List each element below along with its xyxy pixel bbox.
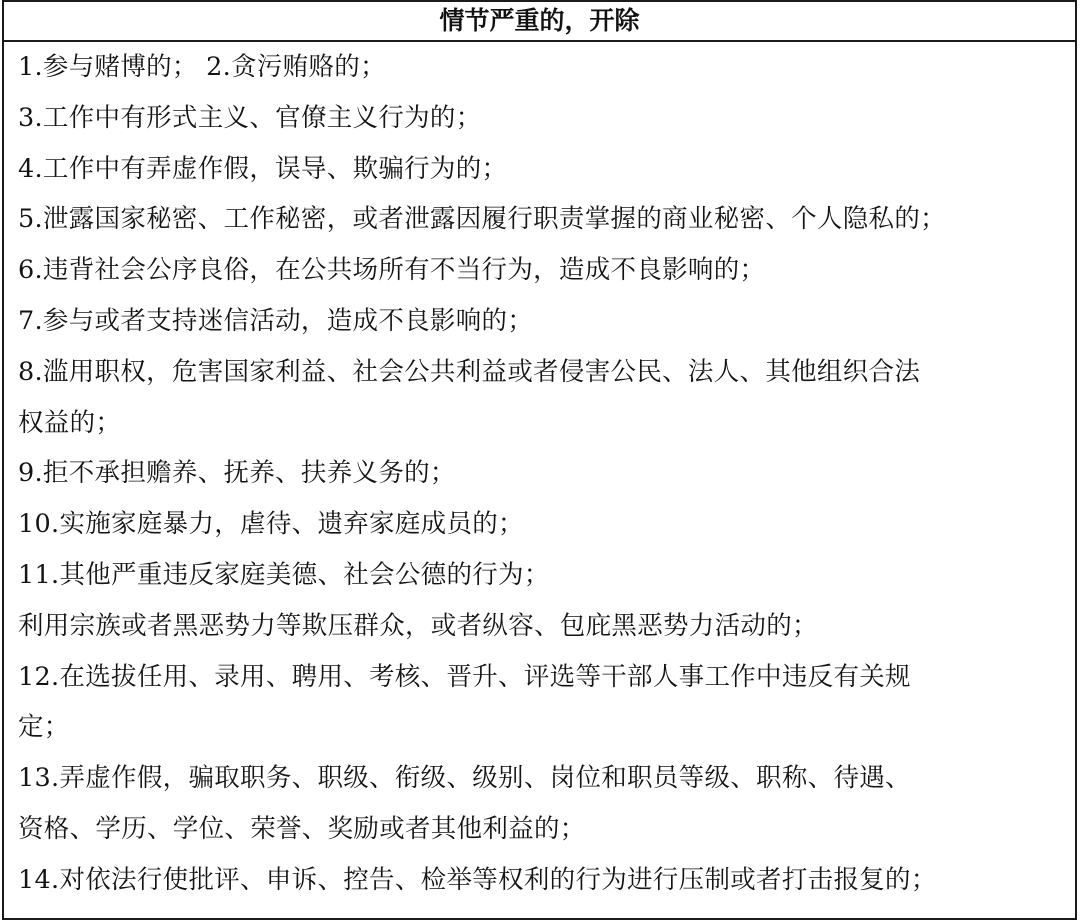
table-body <box>4 42 1075 906</box>
rule-line-11: 11.其他严重违反家庭美德、社会公德的行为； <box>18 559 550 590</box>
rule-line-15: 13.弄虚作假，骗取职务、职级、衔级、级别、岗位和职员等级、职称、待遇、 <box>18 763 911 794</box>
rule-line-12: 利用宗族或者黑恶势力等欺压群众，或者纵容、包庇黑恶势力活动的； <box>18 610 818 641</box>
rule-line-17: 14.对依法行使批评、申诉、控告、检举等权利的行为进行压制或者打击报复的； <box>18 864 937 895</box>
rule-line-5: 6.违背社会公序良俗，在公共场所有不当行为，造成不良影响的； <box>18 255 766 286</box>
rule-line-10: 10.实施家庭暴力，虐待、遗弃家庭成员的； <box>18 509 524 540</box>
rule-line-4: 5.泄露国家秘密、工作秘密，或者泄露因履行职责掌握的商业秘密、个人隐私的； <box>18 204 946 235</box>
rule-line-7: 8.滥用职权，危害国家利益、社会公共利益或者侵害公民、法人、其他组织合法 <box>18 356 921 387</box>
rule-line-16: 资格、学历、学位、荣誉、奖励或者其他利益的； <box>18 813 586 844</box>
rule-line-8: 权益的； <box>18 407 122 438</box>
rule-line-3: 4.工作中有弄虚作假，误导、欺骗行为的； <box>18 153 508 184</box>
rule-line-14: 定； <box>18 712 70 743</box>
table-header: 情节严重的，开除 <box>4 2 1075 42</box>
rule-line-1: 1.参与赌博的； 2.贪污贿赂的； <box>18 52 386 82</box>
rules-table <box>2 0 1077 920</box>
rule-line-2: 3.工作中有形式主义、官僚主义行为的； <box>18 102 482 133</box>
rule-line-6: 7.参与或者支持迷信活动，造成不良影响的； <box>18 305 534 336</box>
rule-line-13: 12.在选拔任用、录用、聘用、考核、晋升、评选等干部人事工作中违反有关规 <box>18 661 911 692</box>
rule-line-9: 9.拒不承担赡养、抚养、扶养义务的； <box>18 458 456 489</box>
